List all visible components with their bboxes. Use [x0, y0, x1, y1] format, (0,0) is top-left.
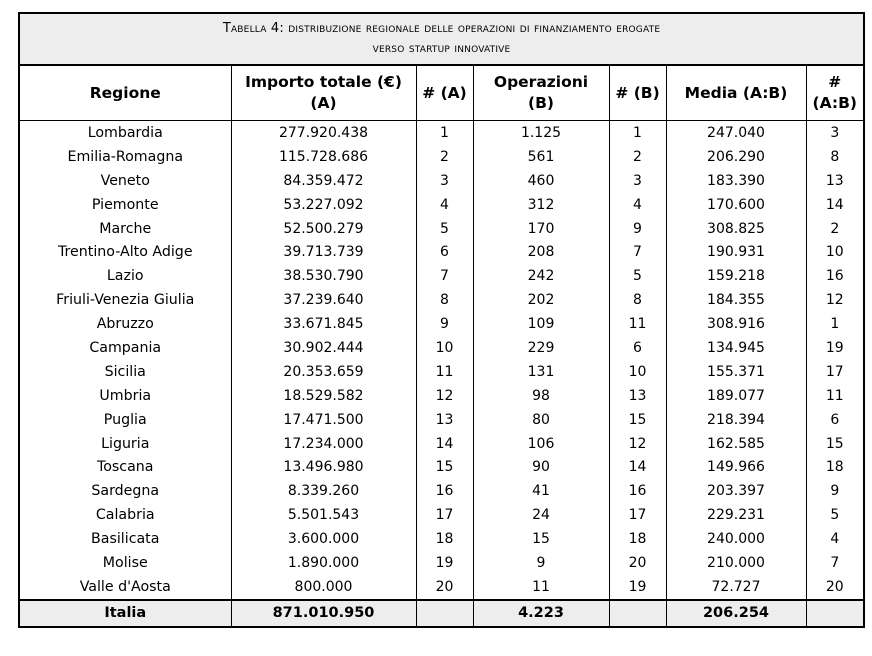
- table-row: [19, 527, 864, 551]
- cell-operazioni: 242: [473, 264, 609, 288]
- header-operazioni-sub: (B): [528, 94, 554, 112]
- cell-operazioni: 11: [473, 575, 609, 600]
- total-rank-a: [416, 600, 473, 627]
- cell-rank-b: 6: [609, 336, 666, 360]
- table-row: [19, 169, 864, 193]
- cell-regione: Umbria: [19, 384, 231, 408]
- cell-rank-b: 4: [609, 193, 666, 217]
- cell-rank-a: 16: [416, 479, 473, 503]
- cell-importo: 8.339.260: [231, 479, 416, 503]
- cell-media: 162.585: [666, 432, 806, 456]
- header-rank-ab-sub: (A:B): [812, 94, 858, 112]
- cell-regione: Basilicata: [19, 527, 231, 551]
- cell-rank-a: 14: [416, 432, 473, 456]
- cell-importo: 3.600.000: [231, 527, 416, 551]
- cell-rank-a: 17: [416, 503, 473, 527]
- cell-rank-b: 10: [609, 360, 666, 384]
- cell-regione: Emilia-Romagna: [19, 145, 231, 169]
- cell-rank-b: 3: [609, 169, 666, 193]
- cell-rank-b: 16: [609, 479, 666, 503]
- cell-rank-a: 10: [416, 336, 473, 360]
- cell-media: 159.218: [666, 264, 806, 288]
- table-title: [19, 13, 864, 65]
- cell-rank-ab: 19: [806, 336, 864, 360]
- cell-rank-b: 11: [609, 312, 666, 336]
- cell-rank-b: 9: [609, 217, 666, 241]
- cell-rank-a: 6: [416, 240, 473, 264]
- cell-operazioni: 460: [473, 169, 609, 193]
- cell-media: 189.077: [666, 384, 806, 408]
- cell-regione: Campania: [19, 336, 231, 360]
- table-row: [19, 384, 864, 408]
- header-importo-sub: (A): [310, 94, 337, 112]
- table-row: [19, 264, 864, 288]
- cell-media: 240.000: [666, 527, 806, 551]
- cell-regione: Toscana: [19, 455, 231, 479]
- cell-regione: Calabria: [19, 503, 231, 527]
- table-header-row: [19, 65, 864, 121]
- cell-regione: Valle d'Aosta: [19, 575, 231, 600]
- cell-media: 155.371: [666, 360, 806, 384]
- cell-importo: 33.671.845: [231, 312, 416, 336]
- cell-rank-ab: 9: [806, 479, 864, 503]
- cell-importo: 277.920.438: [231, 121, 416, 145]
- cell-importo: 38.530.790: [231, 264, 416, 288]
- cell-regione: Piemonte: [19, 193, 231, 217]
- cell-importo: 52.500.279: [231, 217, 416, 241]
- cell-importo: 20.353.659: [231, 360, 416, 384]
- cell-rank-a: 13: [416, 408, 473, 432]
- cell-rank-b: 1: [609, 121, 666, 145]
- cell-rank-ab: 18: [806, 455, 864, 479]
- cell-rank-a: 8: [416, 288, 473, 312]
- cell-rank-ab: 14: [806, 193, 864, 217]
- header-importo-label: Importo totale (€): [245, 73, 402, 91]
- cell-operazioni: 9: [473, 551, 609, 575]
- cell-media: 170.600: [666, 193, 806, 217]
- cell-media: 203.397: [666, 479, 806, 503]
- cell-rank-b: 20: [609, 551, 666, 575]
- cell-rank-ab: 11: [806, 384, 864, 408]
- cell-regione: Lombardia: [19, 121, 231, 145]
- cell-media: 210.000: [666, 551, 806, 575]
- cell-rank-b: 2: [609, 145, 666, 169]
- cell-rank-b: 13: [609, 384, 666, 408]
- cell-operazioni: 98: [473, 384, 609, 408]
- cell-importo: 17.234.000: [231, 432, 416, 456]
- cell-rank-a: 15: [416, 455, 473, 479]
- cell-rank-ab: 17: [806, 360, 864, 384]
- cell-importo: 17.471.500: [231, 408, 416, 432]
- cell-operazioni: 202: [473, 288, 609, 312]
- cell-operazioni: 170: [473, 217, 609, 241]
- table-row: [19, 455, 864, 479]
- cell-rank-b: 7: [609, 240, 666, 264]
- cell-operazioni: 41: [473, 479, 609, 503]
- cell-rank-a: 12: [416, 384, 473, 408]
- table-row: [19, 336, 864, 360]
- cell-operazioni: 109: [473, 312, 609, 336]
- regional-financing-table-container: [18, 12, 863, 628]
- cell-rank-ab: 6: [806, 408, 864, 432]
- cell-operazioni: 80: [473, 408, 609, 432]
- table-row: [19, 503, 864, 527]
- cell-importo: 13.496.980: [231, 455, 416, 479]
- cell-media: 190.931: [666, 240, 806, 264]
- cell-media: 218.394: [666, 408, 806, 432]
- table-row: [19, 193, 864, 217]
- cell-media: 183.390: [666, 169, 806, 193]
- cell-rank-ab: 1: [806, 312, 864, 336]
- table-row: [19, 145, 864, 169]
- cell-rank-b: 5: [609, 264, 666, 288]
- cell-rank-a: 18: [416, 527, 473, 551]
- table-title-line1: Tabella 4: distribuzione regionale delle operazioni di finanziamento erogate: [222, 21, 661, 36]
- table-row: [19, 479, 864, 503]
- cell-rank-b: 14: [609, 455, 666, 479]
- table-row: [19, 408, 864, 432]
- cell-regione: Puglia: [19, 408, 231, 432]
- cell-rank-b: 19: [609, 575, 666, 600]
- header-importo: [231, 65, 416, 121]
- cell-importo: 115.728.686: [231, 145, 416, 169]
- cell-operazioni: 229: [473, 336, 609, 360]
- cell-regione: Sardegna: [19, 479, 231, 503]
- cell-rank-ab: 5: [806, 503, 864, 527]
- cell-rank-ab: 10: [806, 240, 864, 264]
- cell-operazioni: 90: [473, 455, 609, 479]
- table-title-line2: verso startup innovative: [372, 41, 511, 56]
- header-rank-a: # (A): [416, 65, 473, 121]
- header-media: Media (A:B): [666, 65, 806, 121]
- cell-importo: 5.501.543: [231, 503, 416, 527]
- total-media: 206.254: [666, 600, 806, 627]
- cell-regione: Abruzzo: [19, 312, 231, 336]
- cell-rank-ab: 7: [806, 551, 864, 575]
- cell-media: 308.825: [666, 217, 806, 241]
- cell-rank-a: 19: [416, 551, 473, 575]
- cell-rank-b: 18: [609, 527, 666, 551]
- regional-financing-table: [18, 12, 865, 628]
- cell-rank-b: 12: [609, 432, 666, 456]
- header-rank-ab: [806, 65, 864, 121]
- table-row: [19, 575, 864, 600]
- total-importo: 871.010.950: [231, 600, 416, 627]
- table-row: [19, 551, 864, 575]
- cell-rank-a: 9: [416, 312, 473, 336]
- header-regione: Regione: [19, 65, 231, 121]
- cell-rank-b: 17: [609, 503, 666, 527]
- cell-regione: Sicilia: [19, 360, 231, 384]
- cell-media: 247.040: [666, 121, 806, 145]
- cell-operazioni: 561: [473, 145, 609, 169]
- cell-regione: Liguria: [19, 432, 231, 456]
- cell-operazioni: 1.125: [473, 121, 609, 145]
- cell-importo: 30.902.444: [231, 336, 416, 360]
- cell-rank-b: 8: [609, 288, 666, 312]
- cell-media: 308.916: [666, 312, 806, 336]
- cell-regione: Molise: [19, 551, 231, 575]
- cell-regione: Friuli-Venezia Giulia: [19, 288, 231, 312]
- total-regione: Italia: [19, 600, 231, 627]
- total-row: [19, 600, 864, 627]
- header-operazioni-label: Operazioni: [493, 73, 589, 91]
- cell-rank-a: 3: [416, 169, 473, 193]
- cell-importo: 84.359.472: [231, 169, 416, 193]
- total-rank-ab: [806, 600, 864, 627]
- cell-regione: Veneto: [19, 169, 231, 193]
- cell-rank-ab: 4: [806, 527, 864, 551]
- table-body: [19, 121, 864, 600]
- cell-regione: Lazio: [19, 264, 231, 288]
- cell-rank-ab: 2: [806, 217, 864, 241]
- cell-media: 149.966: [666, 455, 806, 479]
- cell-rank-a: 20: [416, 575, 473, 600]
- cell-importo: 1.890.000: [231, 551, 416, 575]
- cell-media: 229.231: [666, 503, 806, 527]
- cell-rank-ab: 8: [806, 145, 864, 169]
- cell-rank-ab: 3: [806, 121, 864, 145]
- table-row: [19, 240, 864, 264]
- header-rank-ab-label: #: [828, 73, 842, 91]
- cell-media: 134.945: [666, 336, 806, 360]
- header-rank-b: # (B): [609, 65, 666, 121]
- table-row: [19, 121, 864, 145]
- total-operazioni: 4.223: [473, 600, 609, 627]
- cell-regione: Trentino-Alto Adige: [19, 240, 231, 264]
- table-row: [19, 217, 864, 241]
- cell-rank-ab: 12: [806, 288, 864, 312]
- header-operazioni: [473, 65, 609, 121]
- cell-rank-ab: 13: [806, 169, 864, 193]
- cell-media: 72.727: [666, 575, 806, 600]
- cell-media: 184.355: [666, 288, 806, 312]
- cell-importo: 800.000: [231, 575, 416, 600]
- cell-rank-a: 5: [416, 217, 473, 241]
- table-row: [19, 312, 864, 336]
- cell-operazioni: 208: [473, 240, 609, 264]
- cell-operazioni: 312: [473, 193, 609, 217]
- cell-importo: 39.713.739: [231, 240, 416, 264]
- cell-operazioni: 15: [473, 527, 609, 551]
- cell-operazioni: 24: [473, 503, 609, 527]
- cell-rank-a: 11: [416, 360, 473, 384]
- table-row: [19, 360, 864, 384]
- table-row: [19, 288, 864, 312]
- cell-rank-a: 7: [416, 264, 473, 288]
- cell-rank-a: 4: [416, 193, 473, 217]
- cell-rank-b: 15: [609, 408, 666, 432]
- cell-media: 206.290: [666, 145, 806, 169]
- cell-rank-a: 1: [416, 121, 473, 145]
- table-row: [19, 432, 864, 456]
- cell-importo: 18.529.582: [231, 384, 416, 408]
- cell-rank-ab: 16: [806, 264, 864, 288]
- cell-importo: 53.227.092: [231, 193, 416, 217]
- cell-importo: 37.239.640: [231, 288, 416, 312]
- cell-regione: Marche: [19, 217, 231, 241]
- cell-rank-ab: 15: [806, 432, 864, 456]
- cell-rank-a: 2: [416, 145, 473, 169]
- cell-rank-ab: 20: [806, 575, 864, 600]
- total-rank-b: [609, 600, 666, 627]
- cell-operazioni: 106: [473, 432, 609, 456]
- cell-operazioni: 131: [473, 360, 609, 384]
